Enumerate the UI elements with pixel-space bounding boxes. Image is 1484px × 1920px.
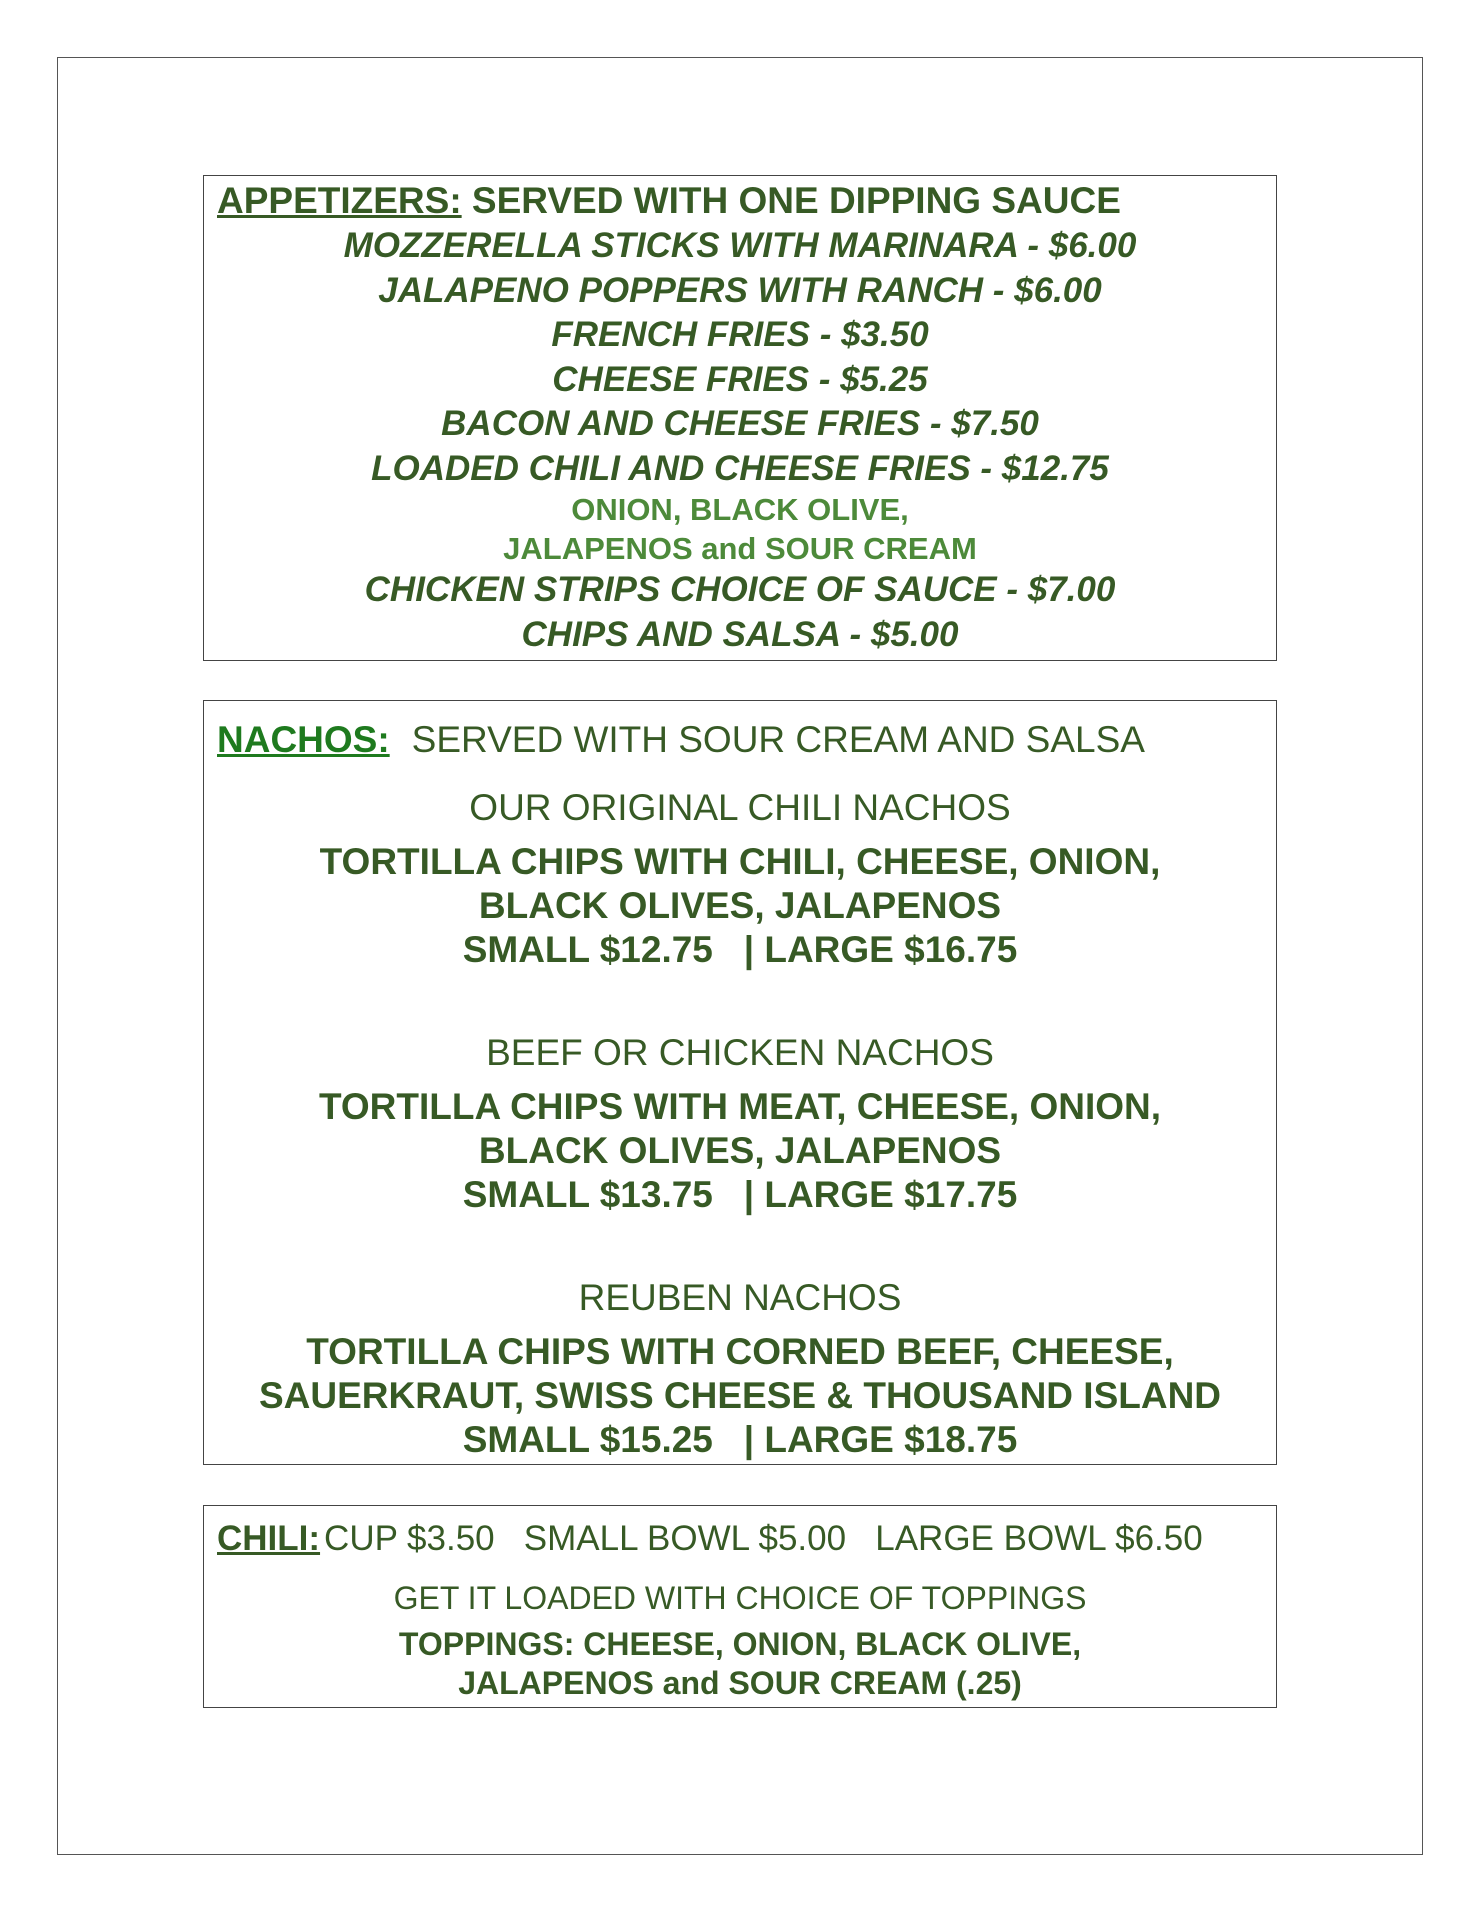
chili-heading	[217, 1521, 1203, 1556]
chili-prices: CUP $3.50 SMALL BOWL $5.00 LARGE BOWL $6.50	[324, 1519, 1203, 1558]
nachos-section	[203, 700, 1277, 1465]
menu-item-cheese-fries: CHEESE FRIES - $5.25	[552, 360, 928, 399]
menu-item-chips-salsa: CHIPS AND SALSA - $5.00	[521, 615, 959, 654]
chili-toppings-1: TOPPINGS: CHEESE, ONION, BLACK OLIVE,	[398, 1626, 1082, 1662]
nacho-price-original: SMALL $12.75 | LARGE $16.75	[462, 929, 1018, 970]
nacho-desc-beef-chicken-2: BLACK OLIVES, JALAPENOS	[478, 1130, 1002, 1171]
nacho-desc-beef-chicken-1: TORTILLA CHIPS WITH MEAT, CHEESE, ONION,	[318, 1086, 1162, 1127]
menu-item-loaded-chili-fries: LOADED CHILI AND CHEESE FRIES - $12.75	[371, 449, 1109, 488]
menu-item-bacon-cheese-fries: BACON AND CHEESE FRIES - $7.50	[441, 404, 1039, 443]
appetizers-header: APPETIZERS:	[217, 180, 462, 221]
nachos-heading	[217, 721, 1145, 758]
loaded-fries-desc-1: ONION, BLACK OLIVE,	[571, 492, 909, 527]
nacho-price-reuben: SMALL $15.25 | LARGE $18.75	[462, 1419, 1018, 1460]
chili-loaded-note: GET IT LOADED WITH CHOICE OF TOPPINGS	[393, 1580, 1087, 1616]
loaded-fries-desc-2: JALAPENOS and SOUR CREAM	[503, 531, 977, 566]
nacho-desc-original-1: TORTILLA CHIPS WITH CHILI, CHEESE, ONION,	[319, 841, 1161, 882]
chili-header: CHILI:	[217, 1519, 321, 1558]
nacho-price-beef-chicken: SMALL $13.75 | LARGE $17.75	[462, 1174, 1018, 1215]
chili-section	[203, 1505, 1277, 1708]
nacho-desc-reuben-1: TORTILLA CHIPS WITH CORNED BEEF, CHEESE,	[306, 1331, 1174, 1372]
nacho-name-reuben: REUBEN NACHOS	[578, 1277, 902, 1318]
nacho-name-beef-chicken: BEEF OR CHICKEN NACHOS	[486, 1032, 994, 1073]
menu-item-mozzarella-sticks: MOZZERELLA STICKS WITH MARINARA - $6.00	[343, 226, 1137, 265]
nacho-desc-original-2: BLACK OLIVES, JALAPENOS	[478, 885, 1002, 926]
appetizers-heading	[217, 182, 1121, 219]
menu-item-french-fries: FRENCH FRIES - $3.50	[551, 315, 929, 354]
nacho-desc-reuben-2: SAUERKRAUT, SWISS CHEESE & THOUSAND ISLAND	[258, 1375, 1222, 1416]
nachos-header: NACHOS:	[217, 719, 390, 760]
nacho-name-original: OUR ORIGINAL CHILI NACHOS	[469, 787, 1011, 828]
appetizers-note: SERVED WITH ONE DIPPING SAUCE	[461, 180, 1121, 221]
chili-toppings-2: JALAPENOS and SOUR CREAM (.25)	[458, 1665, 1022, 1701]
menu-item-jalapeno-poppers: JALAPENO POPPERS WITH RANCH - $6.00	[378, 271, 1102, 310]
appetizers-section	[203, 175, 1277, 661]
menu-item-chicken-strips: CHICKEN STRIPS CHOICE OF SAUCE - $7.00	[364, 570, 1116, 609]
nachos-note: SERVED WITH SOUR CREAM AND SALSA	[411, 719, 1145, 760]
